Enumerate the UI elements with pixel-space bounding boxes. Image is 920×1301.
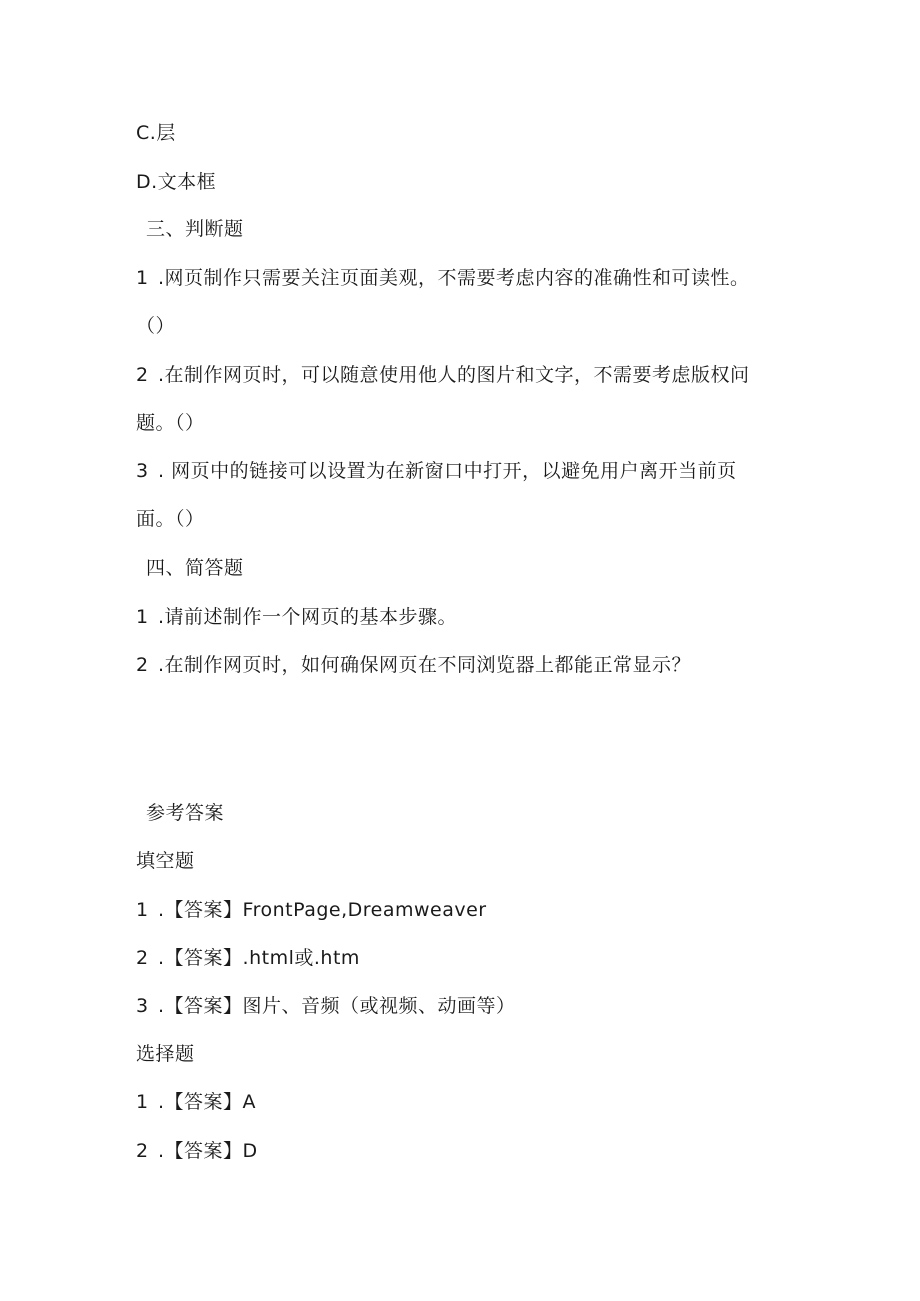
item-text: .【答案】.html或.htm <box>158 947 360 969</box>
true-false-item-2 <box>136 363 750 387</box>
fill-blank-answer-1 <box>136 898 487 922</box>
item-number: 2 <box>136 1140 149 1162</box>
option-c: C.层 <box>136 122 176 144</box>
item-text: .在制作网页时，可以随意使用他人的图片和文字，不需要考虑版权问 <box>158 364 750 386</box>
true-false-item-3-cont: 面。（） <box>136 508 205 530</box>
true-false-item-1-cont: （） <box>136 315 176 337</box>
item-text: .在制作网页时，如何确保网页在不同浏览器上都能正常显示？ <box>158 654 692 676</box>
true-false-item-1 <box>136 266 750 290</box>
true-false-item-2-cont: 题。（） <box>136 412 205 434</box>
section-heading-true-false: 三、判断题 <box>146 218 244 240</box>
short-answer-item-2 <box>136 653 691 677</box>
item-text: .【答案】A <box>158 1091 257 1113</box>
short-answer-item-1 <box>136 605 457 629</box>
section-heading-short-answer: 四、简答题 <box>146 557 244 579</box>
fill-blank-heading: 填空题 <box>136 850 195 872</box>
item-number: 3 <box>136 995 149 1017</box>
item-number: 2 <box>136 364 149 386</box>
multiple-choice-answer-2 <box>136 1139 258 1163</box>
item-number: 1 <box>136 1091 149 1113</box>
item-number: 1 <box>136 606 149 628</box>
multiple-choice-heading: 选择题 <box>136 1043 195 1065</box>
true-false-item-3 <box>136 459 737 483</box>
item-text: .【答案】图片、音频（或视频、动画等） <box>158 995 516 1017</box>
fill-blank-answer-3 <box>136 994 516 1018</box>
item-number: 2 <box>136 654 149 676</box>
option-d: D.文本框 <box>136 171 217 193</box>
item-text: . 网页中的链接可以设置为在新窗口中打开，以避免用户离开当前页 <box>158 460 737 482</box>
item-number: 1 <box>136 267 149 289</box>
item-text: .【答案】D <box>158 1140 258 1162</box>
fill-blank-answer-2 <box>136 946 360 970</box>
item-number: 1 <box>136 899 149 921</box>
item-text: .【答案】FrontPage,Dreamweaver <box>158 899 487 921</box>
item-number: 2 <box>136 947 149 969</box>
item-number: 3 <box>136 460 149 482</box>
answers-heading: 参考答案 <box>146 802 225 824</box>
item-text: .网页制作只需要关注页面美观，不需要考虑内容的准确性和可读性。 <box>158 267 750 289</box>
multiple-choice-answer-1 <box>136 1090 256 1114</box>
item-text: .请前述制作一个网页的基本步骤。 <box>158 606 458 628</box>
